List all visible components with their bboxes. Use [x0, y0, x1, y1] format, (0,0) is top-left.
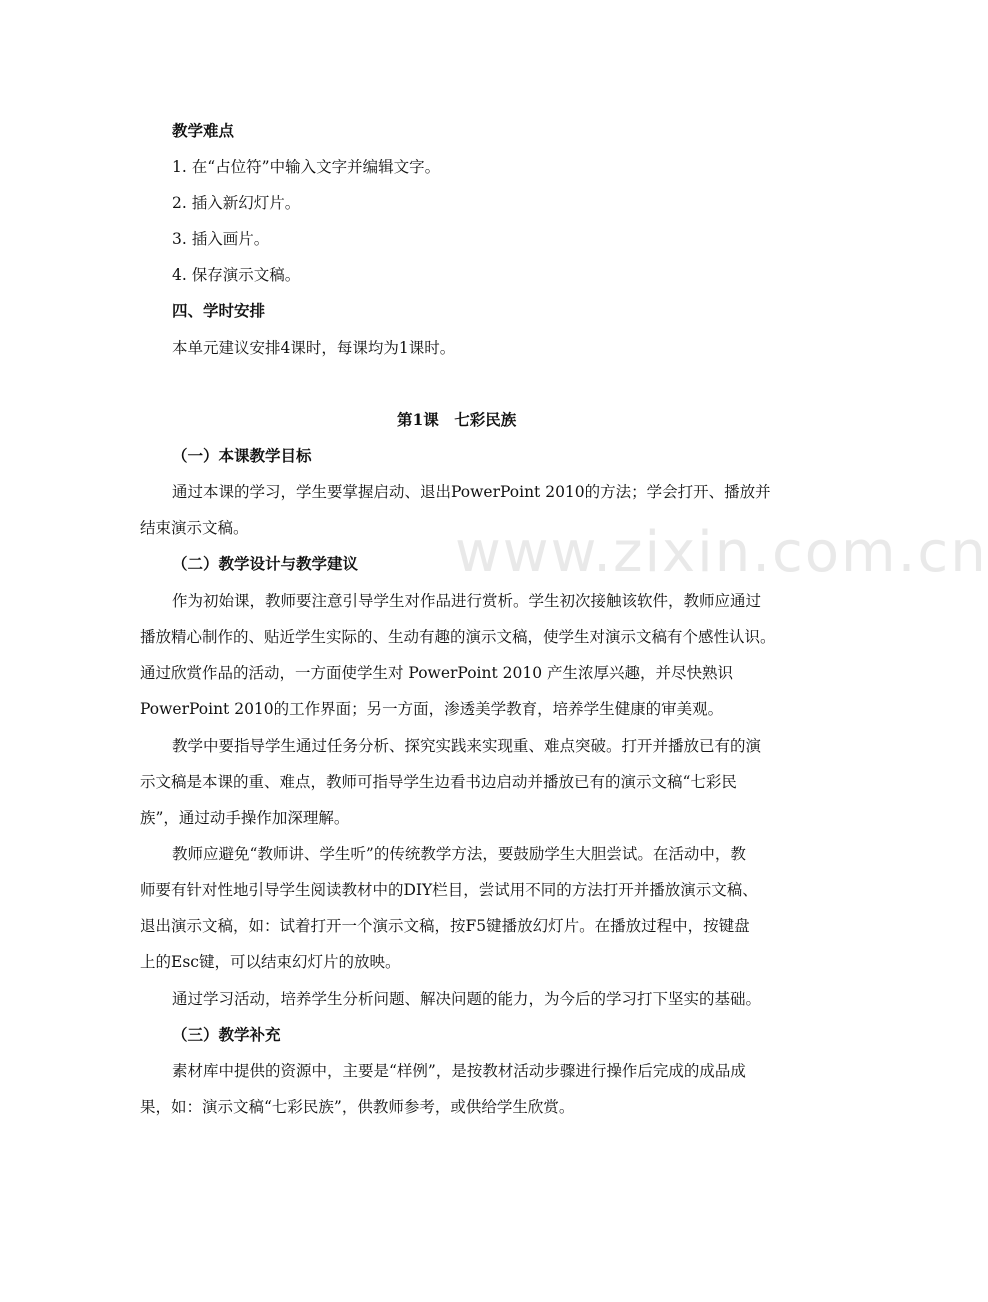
design-p4-line-1: 通过学习活动，培养学生分析问题、解决问题的能力，为今后的学习打下坚实的基础。 [172, 990, 762, 1008]
design-p3-line-4: 上的Esc键，可以结束幻灯片的放映。 [140, 953, 401, 971]
goals-line-1: 通过本课的学习，学生要掌握启动、退出PowerPoint 2010的方法；学会打开、播放并 [172, 483, 771, 501]
design-p3-line-3: 退出演示文稿，如：试着打开一个演示文稿，按F5键播放幻灯片。在播放过程中，按键盘 [140, 917, 750, 935]
design-p3-line-2: 师要有针对性地引导学生阅读教材中的DIY栏目，尝试用不同的方法打开并播放演示文稿、 [140, 881, 758, 899]
difficulty-item-2: 2. 插入新幻灯片。 [172, 194, 301, 212]
difficulty-heading: 教学难点 [172, 121, 235, 140]
difficulty-item-4: 4. 保存演示文稿。 [172, 266, 301, 284]
supplement-line-2: 果，如：演示文稿“七彩民族”，供教师参考，或供给学生欣赏。 [140, 1098, 575, 1116]
schedule-heading: 四、学时安排 [172, 301, 266, 320]
design-p1-line-1: 作为初始课，教师要注意引导学生对作品进行赏析。学生初次接触该软件，教师应通过 [172, 592, 762, 610]
design-p2-line-1: 教学中要指导学生通过任务分析、探究实践来实现重、难点突破。打开并播放已有的演 [172, 737, 762, 755]
difficulty-item-1: 1. 在“占位符”中输入文字并编辑文字。 [172, 158, 441, 176]
design-p2-line-3: 族”，通过动手操作加深理解。 [140, 809, 350, 827]
section-supplement-heading: （三）教学补充 [172, 1025, 281, 1044]
design-p3-line-1: 教师应避免“教师讲、学生听”的传统教学方法，要鼓励学生大胆尝试。在活动中，教 [172, 845, 746, 863]
design-p1-line-3: 通过欣赏作品的活动，一方面使学生对 PowerPoint 2010 产生浓厚兴趣，并尽快熟识 [140, 664, 734, 682]
design-p1-line-4: PowerPoint 2010的工作界面；另一方面，渗透美学教育，培养学生健康的审美观。 [140, 700, 724, 718]
lesson-title: 第1课 七彩民族 [397, 410, 517, 429]
section-design-heading: （二）教学设计与教学建议 [172, 554, 359, 573]
design-p1-line-2: 播放精心制作的、贴近学生实际的、生动有趣的演示文稿，使学生对演示文稿有个感性认识。 [140, 628, 776, 646]
design-p2-line-2: 示文稿是本课的重、难点，教师可指导学生边看书边启动并播放已有的演示文稿“七彩民 [140, 773, 737, 791]
supplement-line-1: 素材库中提供的资源中，主要是“样例”，是按教材活动步骤进行操作后完成的成品成 [172, 1062, 746, 1080]
watermark: www.zixin.com.cn [455, 520, 988, 585]
schedule-text: 本单元建议安排4课时，每课均为1课时。 [172, 339, 456, 357]
goals-line-2: 结束演示文稿。 [140, 519, 249, 537]
difficulty-item-3: 3. 插入画片。 [172, 230, 270, 248]
section-goals-heading: （一）本课教学目标 [172, 446, 312, 465]
